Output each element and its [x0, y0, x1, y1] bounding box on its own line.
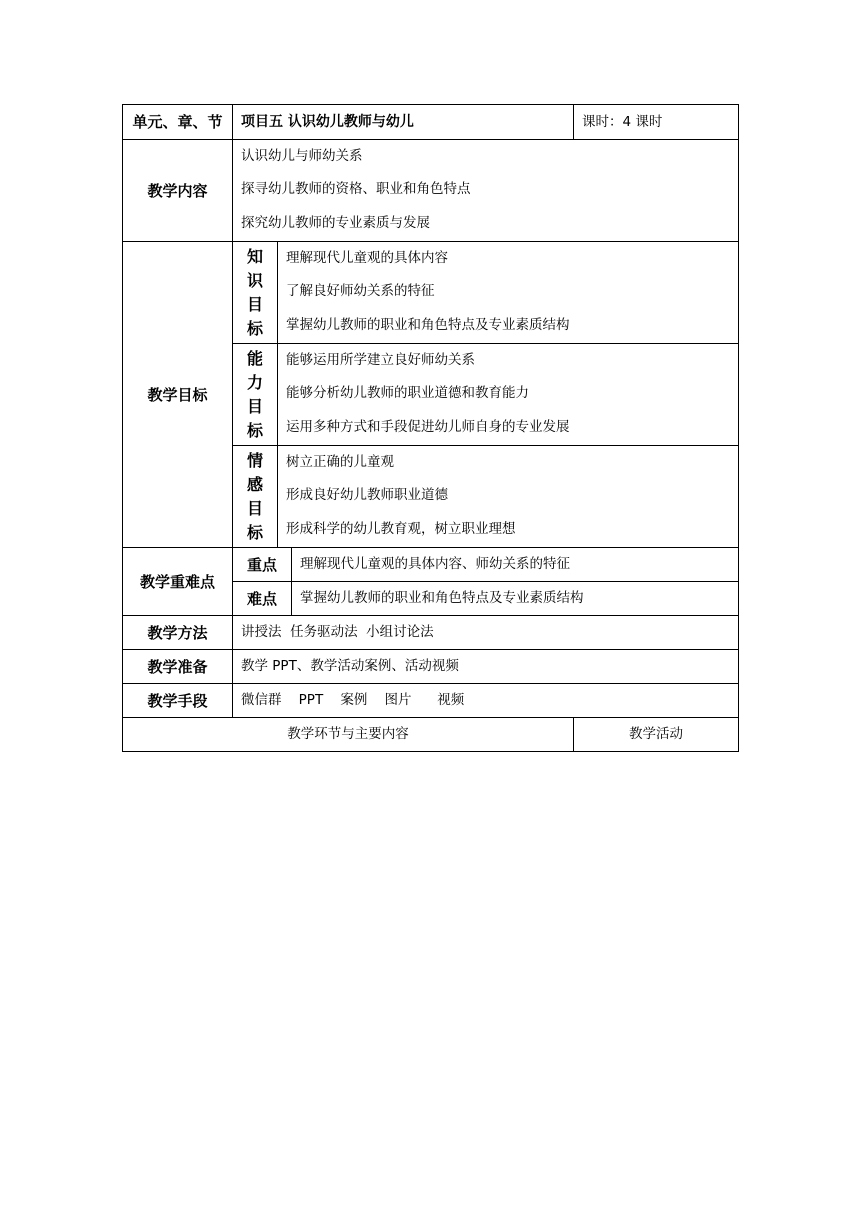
preparation-text: 教学 PPT、教学活动案例、活动视频	[233, 650, 739, 684]
content-lines	[233, 140, 739, 242]
knowledge-objective-lines	[278, 242, 739, 344]
label-char: 标	[246, 420, 263, 440]
objective-line: 树立正确的儿童观	[286, 454, 394, 470]
label-char: 知	[246, 246, 263, 266]
difficult-point-label: 难点	[233, 582, 292, 616]
content-line: 探寻幼儿教师的资格、职业和角色特点	[241, 181, 471, 197]
label-char: 能	[246, 348, 263, 368]
content-line: 探究幼儿教师的专业素质与发展	[241, 215, 430, 231]
label-char: 力	[246, 372, 263, 392]
label-char: 识	[246, 270, 263, 290]
unit-label: 单元、章、节	[123, 105, 233, 140]
preparation-label: 教学准备	[123, 650, 233, 684]
objective-line: 掌握幼儿教师的职业和角色特点及专业素质结构	[286, 317, 570, 333]
header-row	[123, 105, 739, 140]
label-char: 目	[246, 294, 263, 314]
content-row	[123, 140, 739, 242]
footer-row	[123, 718, 739, 752]
difficult-point-text: 掌握幼儿教师的职业和角色特点及专业素质结构	[292, 582, 739, 616]
teaching-steps-header: 教学环节与主要内容	[123, 718, 574, 752]
teaching-activities-header: 教学活动	[574, 718, 739, 752]
objective-line: 形成良好幼儿教师职业道德	[286, 487, 448, 503]
key-points-label: 教学重难点	[123, 548, 233, 616]
content-line: 认识幼儿与师幼关系	[241, 148, 363, 164]
ability-objective-lines	[278, 344, 739, 446]
emotion-objective-label	[233, 446, 278, 548]
label-char: 目	[246, 498, 263, 518]
objective-line: 形成科学的幼儿教育观，树立职业理想	[286, 521, 516, 537]
objective-line: 能够分析幼儿教师的职业道德和教育能力	[286, 385, 529, 401]
means-row	[123, 684, 739, 718]
content-label: 教学内容	[123, 140, 233, 242]
objectives-label: 教学目标	[123, 242, 233, 548]
objective-line: 能够运用所学建立良好师幼关系	[286, 352, 475, 368]
emotion-objective-lines	[278, 446, 739, 548]
lesson-plan-table	[122, 104, 739, 752]
label-char: 情	[246, 450, 263, 470]
methods-label: 教学方法	[123, 616, 233, 650]
preparation-row	[123, 650, 739, 684]
means-text: 微信群 PPT 案例 图片 视频	[233, 684, 739, 718]
label-char: 标	[246, 522, 263, 542]
key-point-row	[123, 548, 739, 582]
objective-line: 了解良好师幼关系的特征	[286, 283, 435, 299]
objective-group-knowledge	[123, 242, 739, 344]
class-hours: 课时：4 课时	[574, 105, 739, 140]
key-point-label: 重点	[233, 548, 292, 582]
ability-objective-label	[233, 344, 278, 446]
means-label: 教学手段	[123, 684, 233, 718]
objective-line: 运用多种方式和手段促进幼儿师自身的专业发展	[286, 419, 570, 435]
label-char: 目	[246, 396, 263, 416]
label-char: 标	[246, 318, 263, 338]
key-point-text: 理解现代儿童观的具体内容、师幼关系的特征	[292, 548, 739, 582]
methods-row	[123, 616, 739, 650]
unit-title: 项目五 认识幼儿教师与幼儿	[233, 105, 574, 140]
lesson-plan-document	[122, 104, 738, 752]
objective-line: 理解现代儿童观的具体内容	[286, 250, 448, 266]
knowledge-objective-label	[233, 242, 278, 344]
label-char: 感	[246, 474, 263, 494]
methods-text: 讲授法 任务驱动法 小组讨论法	[233, 616, 739, 650]
